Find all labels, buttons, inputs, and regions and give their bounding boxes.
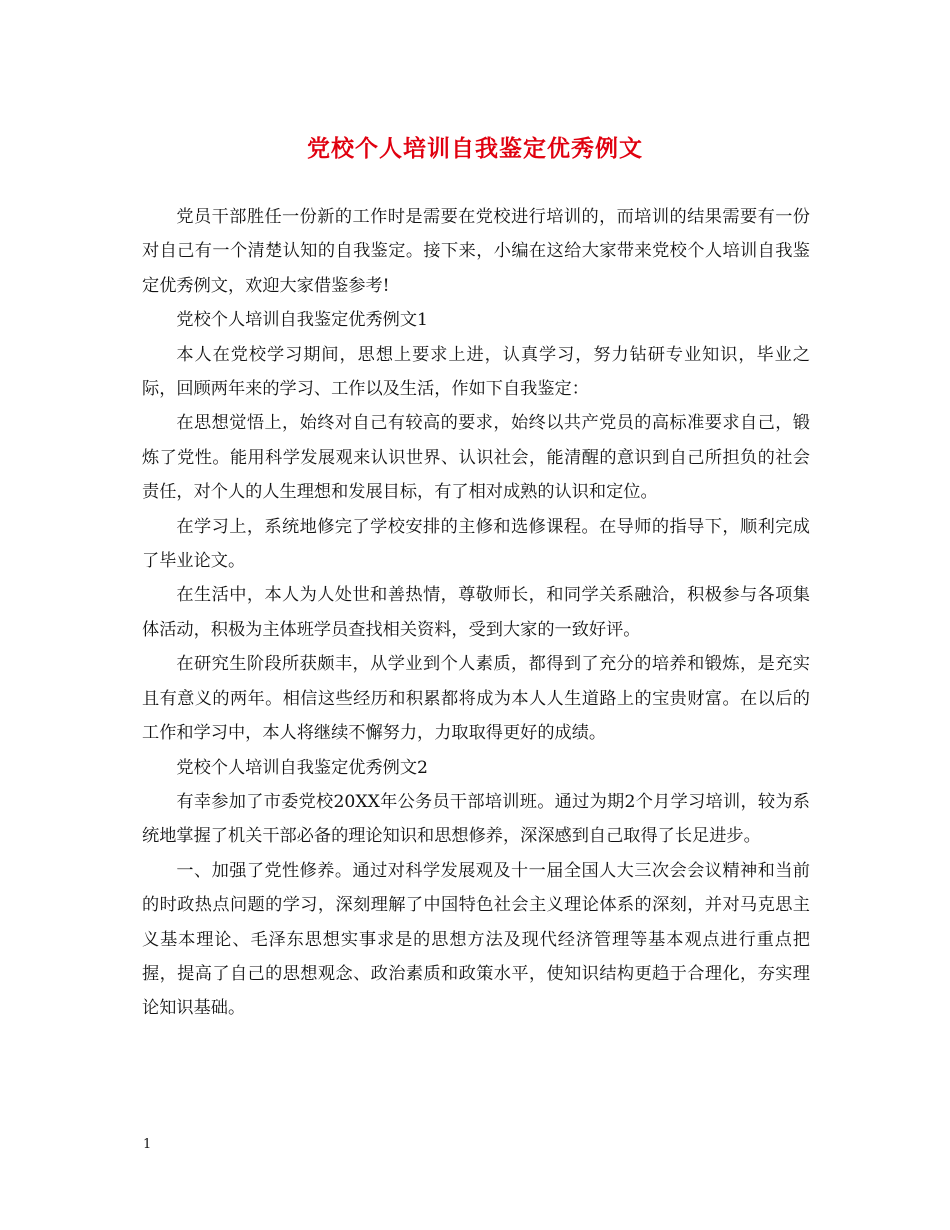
paragraph: 本人在党校学习期间，思想上要求上进，认真学习，努力钻研专业知识，毕业之际，回顾两年来的学习、工作以及生活，作如下自我鉴定： (142, 344, 810, 400)
document-title: 党校个人培训自我鉴定优秀例文 (307, 135, 643, 162)
section-heading-2: 党校个人培训自我鉴定优秀例文2 (176, 757, 428, 778)
section-heading-1: 党校个人培训自我鉴定优秀例文1 (176, 310, 428, 331)
paragraph: 一、加强了党性修养。通过对科学发展观及十一届全国人大三次会会议精神和当前的时政热点问题的学习，深刻理解了中国特色社会主义理论体系的深刻，并对马克思主义基本理论、毛泽东思想实事求是的思想方法及现代经济管理等基本观点进行重点把握，提高了自己的思想观念、政治素质和政策水平，使知识结构更趋于合理化，夯实理论知识基础。 (142, 860, 810, 1019)
page-number: 1 (143, 1137, 152, 1152)
document-body (142, 200, 810, 1026)
paragraph: 在思想觉悟上，始终对自己有较高的要求，始终以共产党员的高标准要求自己，锻炼了党性。能用科学发展观来认识世界、认识社会，能清醒的意识到自己所担负的社会责任，对个人的人生理想和发展目标，有了相对成熟的认识和定位。 (142, 413, 810, 503)
paragraph: 在学习上，系统地修完了学校安排的主修和选修课程。在导师的指导下，顺利完成了毕业论文。 (142, 516, 810, 572)
paragraph: 在研究生阶段所获颇丰，从学业到个人素质，都得到了充分的培养和锻炼，是充实且有意义的两年。相信这些经历和积累都将成为本人人生道路上的宝贵财富。在以后的工作和学习中，本人将继续不懈努力，力取取得更好的成绩。 (142, 654, 810, 744)
paragraph-intro: 党员干部胜任一份新的工作时是需要在党校进行培训的，而培训的结果需要有一份对自己有一个清楚认知的自我鉴定。接下来，小编在这给大家带来党校个人培训自我鉴定优秀例文，欢迎大家借鉴参考! (142, 207, 810, 296)
paragraph: 在生活中，本人为人处世和善热情，尊敬师长，和同学关系融洽，积极参与各项集体活动，积极为主体班学员查找相关资料，受到大家的一致好评。 (142, 585, 810, 640)
paragraph: 有幸参加了市委党校20XX年公务员干部培训班。通过为期2个月学习培训，较为系统地掌握了机关干部必备的理论知识和思想修养，深深感到自己取得了长足进步。 (142, 791, 810, 847)
